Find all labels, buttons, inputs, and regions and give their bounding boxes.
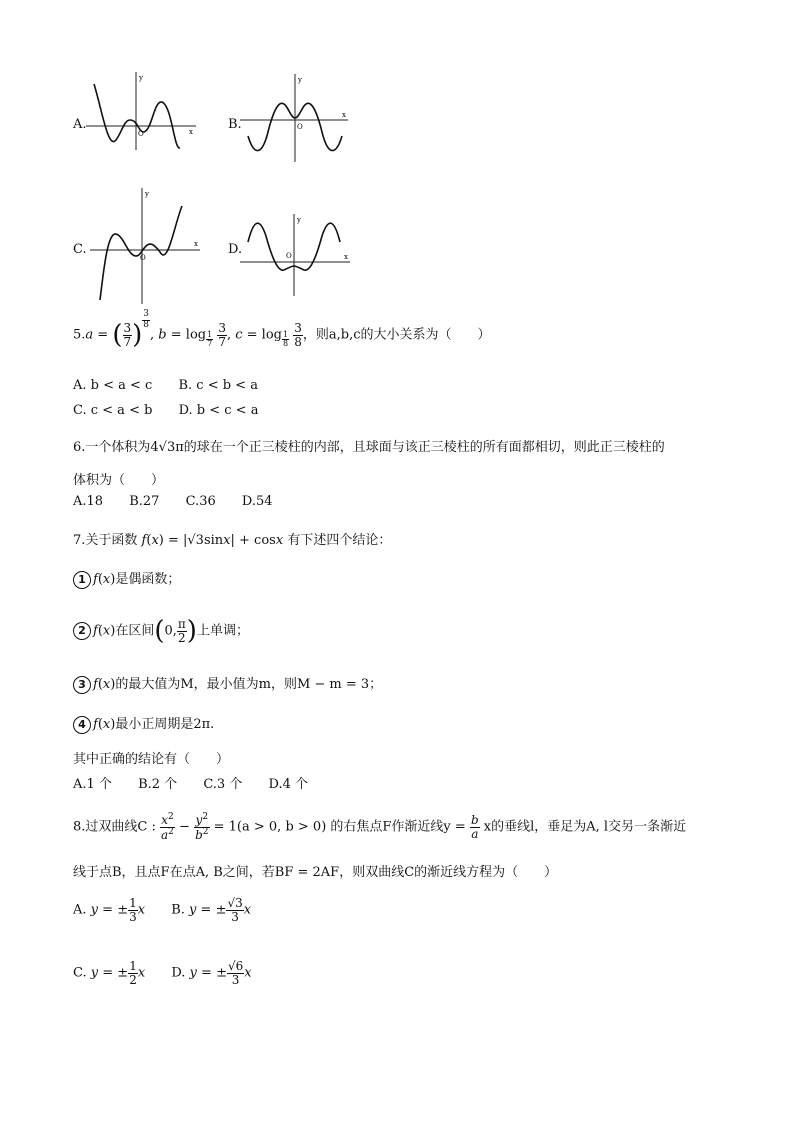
q7-option-c[interactable]: C.3 个 — [203, 777, 243, 792]
option-c-label[interactable]: C. — [73, 242, 87, 257]
d-origin-label: O — [286, 252, 292, 260]
option-c-graph[interactable] — [90, 186, 202, 306]
q6-option-b[interactable]: B.27 — [129, 494, 160, 509]
q7-conclusion-3: 3 f(x)的最大值为M，最小值为m，则M − m = 3； — [73, 673, 382, 694]
q8-option-b[interactable]: B. y = ± $\frac{√3}{3}$ x — [171, 896, 252, 924]
q5-option-d[interactable]: D. b < c < a — [178, 403, 259, 418]
q6-option-c[interactable]: C.36 — [185, 494, 216, 509]
q8-options-row2 — [73, 960, 274, 986]
d-x-axis-label: x — [344, 253, 348, 261]
a-x-axis-label: x — [189, 128, 193, 136]
q5-stem: 5.a = ( $\frac{3}{7}$ ) $^{\frac{3}{8}}$ , b = log $_{\frac{1}{7}}$ $\frac{3}{7}$ , c = log $_{\frac{1}{8}}$ $\frac{3}{8}$ ，则a,b,c的大小关系为（ ） — [73, 309, 491, 351]
d-y-axis-label: y — [297, 216, 301, 224]
b-x-axis-label: x — [342, 111, 346, 119]
q7-conclusion-4: 4 f(x)最小正周期是2π. — [73, 713, 214, 734]
c-x-axis-label: x — [194, 240, 198, 248]
c-origin-label: O — [140, 254, 146, 262]
circled-1-icon: 1 — [73, 571, 91, 589]
q8-option-d[interactable]: D. y = ± $\frac{√6}{3}$ x — [171, 959, 252, 987]
q7-options — [73, 773, 330, 792]
q8-line2: 线于点B，且点F在点A, B之间，若BF = 2AF，则双曲线C的渐近线方程为（ ） — [73, 865, 558, 880]
q6-line2: 体积为（ ） — [73, 473, 165, 488]
q7-stem-suffix: 有下述四个结论： — [287, 533, 392, 548]
q8-option-a[interactable]: A. y = ± $\frac{1}{3}$ x — [73, 896, 146, 924]
option-d-graph[interactable] — [240, 212, 352, 298]
option-a-label[interactable]: A. — [73, 117, 87, 132]
option-a-graph[interactable] — [86, 70, 198, 150]
circled-2-icon: 2 — [73, 622, 91, 640]
c-y-axis-label: y — [145, 190, 149, 198]
q7-option-a[interactable]: A.1 个 — [73, 777, 112, 792]
q5-option-b[interactable]: B. c < b < a — [178, 378, 258, 393]
q5-options-row2 — [73, 403, 280, 418]
q8-options-row1 — [73, 897, 273, 923]
q6-option-a[interactable]: A.18 — [73, 494, 104, 509]
option-d-label[interactable]: D. — [228, 242, 243, 257]
q7-option-b[interactable]: B.2 个 — [138, 777, 178, 792]
b-y-axis-label: y — [298, 76, 302, 84]
q7-stem-prefix: 7.关于函数 — [73, 533, 138, 548]
q8-line1: 8.过双曲线C : $\frac{x^2}{a^2}$ − $\frac{y^2}{b^2}$ = 1(a > 0, b > 0) 的右焦点F作渐近线y = $\frac{b}{a}$ x的垂线l，垂足为A, l交另一条渐近 — [73, 812, 687, 842]
a-y-axis-label: y — [139, 74, 143, 82]
option-b-label[interactable]: B. — [228, 117, 242, 132]
q5-option-c[interactable]: C. c < a < b — [73, 403, 153, 418]
b-origin-label: O — [297, 123, 303, 131]
q5-stem-tail: ，则a,b,c的大小关系为（ ） — [302, 327, 491, 343]
circled-3-icon: 3 — [73, 676, 91, 694]
q6-option-d[interactable]: D.54 — [241, 494, 273, 509]
q7-conclusion-2: 2 f(x)在区间(0, $\frac{\pi}{2}$ )上单调； — [73, 618, 249, 644]
q7-stem: 7.关于函数 f(x) = |√3sinx| + cosx 有下述四个结论： — [73, 533, 392, 548]
circled-4-icon: 4 — [73, 716, 91, 734]
q5-option-a[interactable]: A. b < a < c — [73, 378, 153, 393]
q7-conclusion-1: 1 f(x)是偶函数； — [73, 568, 180, 589]
q7-option-d[interactable]: D.4 个 — [268, 777, 308, 792]
q8-option-c[interactable]: C. y = ± $\frac{1}{2}$ x — [73, 959, 146, 987]
a-origin-label: O — [138, 130, 144, 138]
q5-options-row1 — [73, 378, 280, 393]
q7-ask: 其中正确的结论有（ ） — [73, 752, 230, 767]
q6-options — [73, 494, 295, 509]
q5-number: 5. — [73, 327, 86, 343]
option-b-graph[interactable] — [238, 72, 350, 162]
q6-line1: 6.一个体积为4√3π的球在一个正三棱柱的内部，且球面与该正三棱柱的所有面都相切，则此正三棱柱的 — [73, 440, 665, 455]
